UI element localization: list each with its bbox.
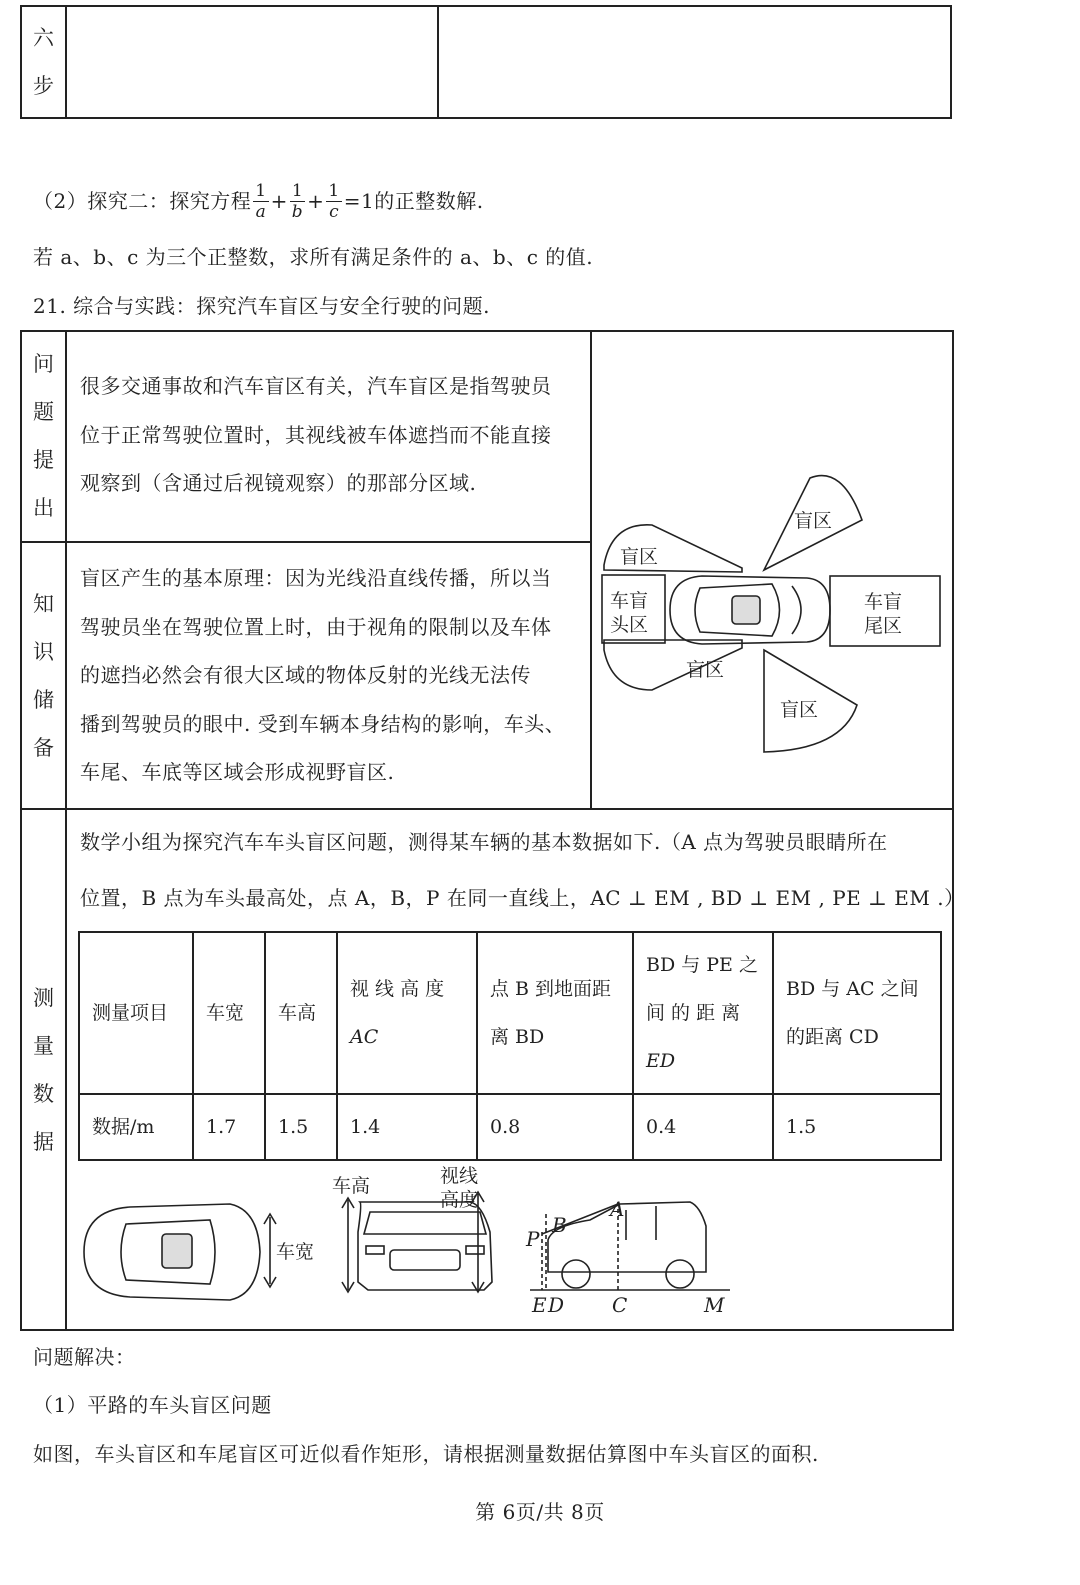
- q2-line2: 若 a、b、c 为三个正整数，求所有满足条件的 a、b、c 的值.: [33, 245, 594, 269]
- fraction-b: $\frac{1}{b}$: [291, 180, 304, 222]
- measurement-table: [78, 931, 942, 1161]
- value-cd: 1.5: [773, 1094, 941, 1160]
- point-p: P: [526, 1227, 540, 1251]
- resolution-heading: 问题解决：: [33, 1345, 136, 1369]
- car-top-view-icon: [84, 1204, 260, 1300]
- section-label-measure: 测 量 数 据: [33, 986, 54, 1154]
- page-footer: 第 6页/共 8页: [475, 1500, 605, 1524]
- section-label-knowledge: 知 识 储 备: [33, 591, 54, 760]
- point-d: D: [548, 1293, 565, 1317]
- value-height: 1.5: [265, 1094, 337, 1160]
- q21-title: 21. 综合与实践：探究汽车盲区与安全行驶的问题.: [33, 294, 491, 318]
- sight-label-2: 高度: [440, 1189, 479, 1211]
- point-c: C: [612, 1293, 628, 1317]
- car-figures: [70, 1162, 750, 1322]
- fraction-c: $\frac{1}{c}$: [328, 180, 340, 222]
- car-side-view-icon: [548, 1202, 706, 1288]
- header-width: 车宽: [193, 932, 265, 1094]
- header-ed: BD 与 PE 之 间 的 距 离 ED: [633, 932, 773, 1094]
- blind-label-rear-right: 盲区: [780, 699, 819, 721]
- sight-label-1: 视线: [440, 1165, 479, 1187]
- tail-blind-label-2: 尾区: [864, 615, 903, 637]
- point-e: E: [532, 1293, 547, 1317]
- point-a: A: [610, 1197, 625, 1221]
- width-label: 车宽: [276, 1241, 315, 1263]
- header-bd: 点 B 到地面距 离 BD: [477, 932, 633, 1094]
- blind-zone-diagram: [592, 460, 950, 760]
- header-cd: BD 与 AC 之间 的距离 CD: [773, 932, 941, 1094]
- resolution-sub: （1）平路的车头盲区问题: [33, 1393, 272, 1417]
- point-b: B: [552, 1213, 567, 1237]
- head-blind-label-2: 头区: [610, 614, 649, 636]
- head-blind-label-1: 车盲: [610, 590, 649, 612]
- table-row: [79, 1094, 941, 1160]
- header-item: 测量项目: [79, 932, 193, 1094]
- resolution-text: 如图，车头盲区和车尾盲区可近似看作矩形，请根据测量数据估算图中车头盲区的面积.: [33, 1442, 819, 1466]
- blind-label-front-right: 盲区: [794, 510, 833, 532]
- top-row-label: 六 步: [33, 26, 54, 98]
- blind-label-front-left: 盲区: [620, 546, 659, 568]
- measure-intro-line1: 数学小组为探究汽车车头盲区问题，测得某车辆的基本数据如下.（A 点为驾驶员眼睛所在: [80, 830, 888, 854]
- tail-blind-label-1: 车盲: [864, 591, 903, 613]
- fraction-a: $\frac{1}{a}$: [255, 180, 267, 222]
- value-ac: 1.4: [337, 1094, 477, 1160]
- value-bd: 0.8: [477, 1094, 633, 1160]
- q2-line1: （2）探究二：探究方程 $\frac{1}{a}$ + $\frac{1}{b}$ + $\frac{1}{c}$ =1的正整数解.: [33, 180, 484, 222]
- height-label: 车高: [332, 1175, 371, 1197]
- value-ed: 0.4: [633, 1094, 773, 1160]
- measure-intro-line2: 位置，B 点为车头最高处，点 A，B，P 在同一直线上，AC ⊥ EM , BD ⊥ EM , PE ⊥ EM .）: [80, 886, 965, 910]
- point-m: M: [704, 1293, 725, 1317]
- table-header-row: [79, 932, 941, 1094]
- section-knowledge-text: 盲区产生的基本原理：因为光线沿直线传播，所以当 驾驶员坐在驾驶位置上时，由于视角的限制以及车体 的遮挡必然会有很大区域的物体反射的光线无法传 播到驾驶员的眼中. 受到车辆本身结构的影响，车头、 车尾、车底等区域会形成视野盲区.: [80, 566, 566, 784]
- header-ac: 视 线 高 度 AC: [337, 932, 477, 1094]
- car-top-icon: [670, 576, 830, 644]
- section-problem-text: 很多交通事故和汽车盲区有关，汽车盲区是指驾驶员 位于正常驾驶位置时，其视线被车体遮挡而不能直接 观察到（含通过后视镜观察）的那部分区域.: [80, 374, 552, 495]
- car-front-view-icon: [358, 1202, 492, 1290]
- value-width: 1.7: [193, 1094, 265, 1160]
- blind-label-rear-left: 盲区: [686, 659, 725, 681]
- section-label-problem: 问 题 提 出: [33, 352, 54, 520]
- row-label: 数据/m: [79, 1094, 193, 1160]
- header-height: 车高: [265, 932, 337, 1094]
